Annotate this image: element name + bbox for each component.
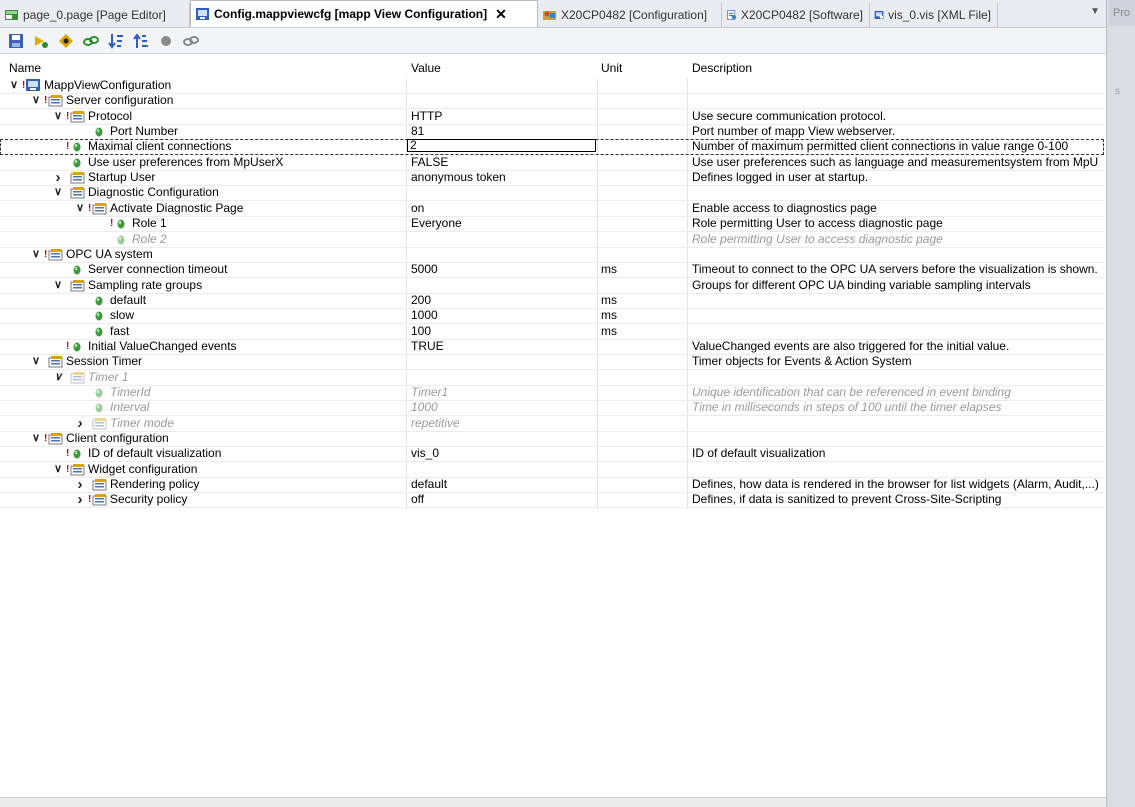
row-label: Interval xyxy=(110,400,150,415)
row-label: Port Number xyxy=(110,124,179,139)
row-label: Widget configuration xyxy=(88,461,198,476)
value-cell[interactable]: 100 xyxy=(411,323,432,338)
column-header-name[interactable]: Name xyxy=(9,61,42,75)
unit-cell: ms xyxy=(601,323,617,338)
description-cell xyxy=(692,324,1102,339)
value-cell[interactable] xyxy=(411,431,596,446)
description-cell: ID of default visualization xyxy=(692,446,826,461)
table-row[interactable] xyxy=(0,370,1104,386)
table-row[interactable] xyxy=(0,232,1104,248)
row-label: fast xyxy=(110,323,130,338)
unit-cell: ms xyxy=(601,308,617,323)
required-marker-icon: ! xyxy=(44,433,48,445)
value-cell[interactable]: 1000 xyxy=(411,400,438,415)
chevron-down-icon[interactable]: ∨ xyxy=(53,370,63,383)
editor-tab-bar xyxy=(0,0,1106,28)
folder-icon xyxy=(47,354,63,369)
chevron-down-icon[interactable]: ∨ xyxy=(31,94,41,107)
table-row[interactable] xyxy=(0,416,1104,432)
required-marker-icon: ! xyxy=(66,463,70,475)
description-cell: Enable access to diagnostics page xyxy=(692,200,877,215)
tab-xml-file[interactable] xyxy=(870,3,998,27)
required-marker-icon: ! xyxy=(66,110,70,122)
unit-cell: ms xyxy=(601,292,617,307)
folder-icon xyxy=(69,185,85,200)
folder-icon xyxy=(47,93,63,108)
mappview-config-icon xyxy=(25,78,41,93)
description-cell: Defines, if data is sanitized to prevent Cross-Site-Scripting xyxy=(692,492,1002,507)
description-cell: Role permitting User to access diagnostic page xyxy=(692,216,943,231)
required-marker-icon: ! xyxy=(44,95,48,107)
chevron-down-icon[interactable]: ∨ xyxy=(31,432,41,445)
grid-header xyxy=(0,60,1106,77)
chevron-down-icon[interactable]: ∨ xyxy=(53,462,63,475)
value-cell[interactable]: on xyxy=(411,200,425,215)
row-label: Initial ValueChanged events xyxy=(88,338,237,353)
property-leaf-icon xyxy=(91,385,107,400)
unit-cell xyxy=(601,232,686,247)
value-cell[interactable]: Everyone xyxy=(411,216,462,231)
property-leaf-icon xyxy=(91,124,107,139)
table-row[interactable] xyxy=(0,431,1104,447)
required-marker-icon: ! xyxy=(88,202,92,214)
chevron-right-icon[interactable]: › xyxy=(77,415,83,431)
link-remove-button[interactable] xyxy=(181,31,201,51)
name-cell xyxy=(0,339,404,354)
name-cell xyxy=(0,385,404,400)
row-label: Security policy xyxy=(110,492,188,507)
insert-icon xyxy=(32,32,50,50)
name-cell xyxy=(0,293,404,308)
name-cell xyxy=(0,124,404,139)
tab-software[interactable] xyxy=(722,3,870,27)
name-cell xyxy=(0,78,404,93)
mappview-config-icon xyxy=(195,7,210,21)
tab-label: X20CP0482 [Software] xyxy=(740,8,863,22)
value-cell[interactable]: Timer1 xyxy=(411,385,449,399)
required-marker-icon: ! xyxy=(44,248,48,260)
table-row[interactable] xyxy=(0,262,1104,278)
name-cell xyxy=(0,155,404,170)
description-cell: Port number of mapp View webserver. xyxy=(692,124,896,139)
column-header-description[interactable]: Description xyxy=(692,61,753,75)
table-row[interactable] xyxy=(0,201,1104,217)
table-row[interactable] xyxy=(0,339,1104,355)
tab-overflow-dropdown[interactable]: ▼ xyxy=(1090,6,1100,17)
value-cell[interactable]: 200 xyxy=(411,292,432,307)
table-row[interactable] xyxy=(0,477,1104,493)
name-cell xyxy=(0,492,404,507)
table-row[interactable] xyxy=(0,278,1104,294)
row-label: Timer mode xyxy=(110,415,174,430)
folder-icon xyxy=(69,170,85,185)
folder-icon xyxy=(91,492,107,507)
description-cell: Number of maximum permitted client connections in value range 0-100 xyxy=(692,139,1069,154)
diamond-button[interactable] xyxy=(56,31,76,51)
value-cell[interactable]: default xyxy=(411,477,448,492)
unit-cell xyxy=(601,201,686,216)
description-cell: Unique identification that can be referenced in event binding xyxy=(692,385,1011,399)
unit-cell xyxy=(601,370,686,385)
name-cell xyxy=(0,416,404,431)
name-cell xyxy=(0,324,404,339)
name-cell xyxy=(0,354,404,369)
unit-cell xyxy=(601,492,686,507)
right-panel-marker: s xyxy=(1115,86,1120,97)
name-cell xyxy=(0,446,404,461)
property-leaf-icon xyxy=(69,139,85,154)
description-cell: Timeout to connect to the OPC UA servers before the visualization is shown. xyxy=(692,262,1098,277)
row-label: TimerId xyxy=(110,385,151,399)
row-label: Role 2 xyxy=(132,231,167,246)
property-leaf-icon xyxy=(69,339,85,354)
sort-ascending-button[interactable] xyxy=(131,31,151,51)
unit-cell xyxy=(601,247,686,262)
tab-mappview-configuration[interactable] xyxy=(190,0,538,27)
folder-icon xyxy=(69,109,85,124)
unit-cell xyxy=(601,170,686,185)
description-cell: Defines logged in user at startup. xyxy=(692,170,869,185)
unit-cell xyxy=(601,462,686,477)
circle-button[interactable] xyxy=(156,31,176,51)
value-cell[interactable]: repetitive xyxy=(411,415,460,430)
name-cell xyxy=(0,308,404,323)
chevron-right-icon[interactable]: › xyxy=(55,170,61,186)
value-cell[interactable] xyxy=(411,232,596,247)
chevron-down-icon[interactable]: ∨ xyxy=(53,186,63,199)
description-cell xyxy=(692,93,1102,108)
required-marker-icon: ! xyxy=(66,448,70,460)
editor-toolbar xyxy=(0,28,1106,54)
unit-cell xyxy=(601,185,686,200)
table-row[interactable] xyxy=(0,109,1104,125)
unit-cell xyxy=(601,477,686,492)
unit-cell xyxy=(601,431,686,446)
xml-file-icon xyxy=(874,8,884,22)
link-button[interactable] xyxy=(81,31,101,51)
property-leaf-icon xyxy=(69,155,85,170)
table-row[interactable] xyxy=(0,462,1104,478)
value-cell[interactable]: HTTP xyxy=(411,108,443,123)
close-icon[interactable]: ✕ xyxy=(495,5,507,22)
value-cell[interactable] xyxy=(411,370,596,385)
row-label: Use user preferences from MpUserX xyxy=(88,154,284,169)
description-cell: Timer objects for Events & Action System xyxy=(692,354,912,369)
property-leaf-icon xyxy=(113,216,129,231)
table-row[interactable] xyxy=(0,247,1104,263)
sort-descending-button[interactable] xyxy=(106,31,126,51)
name-cell xyxy=(0,431,404,446)
link-remove-icon xyxy=(182,32,200,50)
tab-label: Config.mappviewcfg [mapp View Configuration] xyxy=(214,7,488,21)
row-label: Protocol xyxy=(88,108,133,123)
description-cell xyxy=(692,462,1102,477)
chevron-down-icon[interactable]: ∨ xyxy=(31,355,41,368)
table-row[interactable] xyxy=(0,124,1104,140)
row-label: Rendering policy xyxy=(110,477,200,492)
table-row[interactable] xyxy=(0,385,1104,401)
value-cell[interactable] xyxy=(411,462,596,477)
property-leaf-icon xyxy=(91,308,107,323)
folder-icon xyxy=(91,477,107,492)
table-row[interactable] xyxy=(0,185,1104,201)
row-label: Server connection timeout xyxy=(88,262,228,277)
diamond-icon xyxy=(57,32,75,50)
name-cell xyxy=(0,247,404,262)
required-marker-icon: ! xyxy=(88,494,92,506)
column-header-value[interactable]: Value xyxy=(411,61,441,75)
description-cell: Use secure communication protocol. xyxy=(692,108,887,123)
tab-label: vis_0.vis [XML File] xyxy=(888,8,991,22)
table-row[interactable] xyxy=(0,400,1104,416)
sort-descending-icon xyxy=(107,32,125,50)
row-label: Role 1 xyxy=(132,216,167,231)
value-cell[interactable]: FALSE xyxy=(411,154,449,169)
software-icon xyxy=(726,8,737,22)
tab-page-editor[interactable] xyxy=(0,3,190,27)
row-label: default xyxy=(110,292,147,307)
unit-cell xyxy=(601,400,686,415)
value-cell[interactable]: vis_0 xyxy=(411,446,440,461)
description-cell: Use user preferences such as language and measurementsystem from MpU xyxy=(692,154,1099,169)
name-cell xyxy=(0,185,404,200)
unit-cell xyxy=(601,385,686,400)
chevron-right-icon[interactable]: › xyxy=(77,477,83,493)
folder-icon xyxy=(69,278,85,293)
tab-label: page_0.page [Page Editor] xyxy=(23,8,166,22)
property-leaf-icon xyxy=(91,324,107,339)
row-label: Session Timer xyxy=(66,354,143,369)
table-row[interactable] xyxy=(0,93,1104,109)
unit-cell xyxy=(601,139,686,154)
property-leaf-icon xyxy=(113,232,129,247)
name-cell xyxy=(0,93,404,108)
required-marker-icon: ! xyxy=(66,340,70,352)
value-cell[interactable] xyxy=(411,247,596,262)
right-dock-panel xyxy=(1106,0,1135,807)
description-cell: ValueChanged events are also triggered for the initial value. xyxy=(692,338,1010,353)
save-button[interactable] xyxy=(6,31,26,51)
value-cell[interactable] xyxy=(411,354,596,369)
right-panel-tab[interactable]: Pro xyxy=(1109,0,1135,26)
description-cell xyxy=(692,308,1102,323)
row-label: Startup User xyxy=(88,170,156,185)
table-row[interactable] xyxy=(0,139,1104,155)
insert-button[interactable] xyxy=(31,31,51,51)
row-label: Sampling rate groups xyxy=(88,277,203,292)
description-cell: Time in milliseconds in steps of 100 until the timer elapses xyxy=(692,400,1002,415)
value-cell[interactable] xyxy=(411,278,596,293)
description-cell: Groups for different OPC UA binding variable sampling intervals xyxy=(692,277,1031,292)
chevron-down-icon[interactable]: ∨ xyxy=(31,247,41,260)
value-cell[interactable]: off xyxy=(411,492,425,507)
table-row[interactable] xyxy=(0,492,1104,508)
name-cell xyxy=(0,262,404,277)
description-cell xyxy=(692,370,1102,385)
table-row[interactable] xyxy=(0,216,1104,232)
table-row[interactable] xyxy=(0,308,1104,324)
page-editor-icon xyxy=(4,8,19,22)
value-cell[interactable]: 81 xyxy=(411,124,425,139)
link-icon xyxy=(82,32,100,50)
property-leaf-icon xyxy=(91,293,107,308)
unit-cell xyxy=(601,93,686,108)
table-row[interactable] xyxy=(0,324,1104,340)
name-cell xyxy=(0,216,404,231)
row-label: Maximal client connections xyxy=(88,139,232,154)
required-marker-icon: ! xyxy=(22,80,26,91)
row-label: MappViewConfiguration xyxy=(44,78,172,92)
description-cell: Role permitting User to access diagnostic page xyxy=(692,231,943,246)
folder-icon xyxy=(91,416,107,431)
tab-configuration[interactable] xyxy=(538,3,722,27)
name-cell xyxy=(0,232,404,247)
description-cell xyxy=(692,185,1102,200)
sort-ascending-icon xyxy=(132,32,150,50)
folder-icon xyxy=(47,431,63,446)
unit-cell xyxy=(601,446,686,461)
column-header-unit[interactable]: Unit xyxy=(601,61,623,75)
unit-cell xyxy=(601,416,686,431)
description-cell xyxy=(692,293,1102,308)
required-marker-icon: ! xyxy=(66,141,70,153)
name-cell xyxy=(0,477,404,492)
unit-cell: ms xyxy=(601,262,617,277)
name-cell xyxy=(0,201,404,216)
value-cell[interactable]: 5000 xyxy=(411,262,438,277)
description-cell xyxy=(692,416,1102,431)
table-row[interactable] xyxy=(0,446,1104,462)
horizontal-scrollbar[interactable] xyxy=(0,797,1106,807)
name-cell xyxy=(0,139,404,154)
description-cell xyxy=(692,78,1102,93)
name-cell xyxy=(0,109,404,124)
table-row[interactable] xyxy=(0,293,1104,309)
description-cell xyxy=(692,247,1102,262)
value-cell[interactable]: TRUE xyxy=(411,338,444,353)
description-cell: Defines, how data is rendered in the browser for list widgets (Alarm, Audit,...) xyxy=(692,477,1099,492)
save-icon xyxy=(7,32,25,50)
required-marker-icon: ! xyxy=(110,218,114,230)
value-cell[interactable]: 1000 xyxy=(411,308,438,323)
value-cell[interactable] xyxy=(411,93,596,108)
chevron-down-icon[interactable]: ∨ xyxy=(53,278,63,291)
name-cell xyxy=(0,400,404,415)
unit-cell xyxy=(601,216,686,231)
folder-icon xyxy=(69,462,85,477)
circle-icon xyxy=(157,32,175,50)
value-cell[interactable] xyxy=(411,78,596,93)
unit-cell xyxy=(601,109,686,124)
row-label: slow xyxy=(110,308,135,323)
property-leaf-icon xyxy=(69,262,85,277)
chevron-down-icon[interactable]: ∨ xyxy=(9,79,19,91)
name-cell xyxy=(0,170,404,185)
name-cell xyxy=(0,462,404,477)
property-leaf-icon xyxy=(69,446,85,461)
folder-icon xyxy=(47,247,63,262)
table-row[interactable] xyxy=(0,155,1104,171)
unit-cell xyxy=(601,124,686,139)
table-row[interactable] xyxy=(0,354,1104,370)
unit-cell xyxy=(601,354,686,369)
row-label: Timer 1 xyxy=(88,369,129,384)
unit-cell xyxy=(601,78,686,93)
configuration-icon xyxy=(542,8,557,22)
row-label: ID of default visualization xyxy=(88,446,222,461)
chevron-down-icon[interactable]: ∨ xyxy=(75,201,85,214)
row-label: OPC UA system xyxy=(66,246,153,261)
folder-icon xyxy=(91,201,107,216)
name-cell xyxy=(0,370,404,385)
description-cell xyxy=(692,431,1102,446)
table-row[interactable] xyxy=(0,170,1104,186)
value-edit-input[interactable]: 2 xyxy=(407,139,596,152)
folder-icon xyxy=(69,370,85,385)
tab-label: X20CP0482 [Configuration] xyxy=(561,8,708,22)
property-leaf-icon xyxy=(91,400,107,415)
value-cell[interactable] xyxy=(411,185,596,200)
unit-cell xyxy=(601,278,686,293)
row-label: Server configuration xyxy=(66,93,174,108)
name-cell xyxy=(0,278,404,293)
table-row[interactable] xyxy=(0,78,1104,94)
unit-cell xyxy=(601,155,686,170)
row-label: Diagnostic Configuration xyxy=(88,185,219,200)
value-cell[interactable]: anonymous token xyxy=(411,170,506,185)
unit-cell xyxy=(601,339,686,354)
chevron-down-icon[interactable]: ∨ xyxy=(53,109,63,122)
row-label: Activate Diagnostic Page xyxy=(110,200,244,215)
row-label: Client configuration xyxy=(66,431,169,446)
chevron-right-icon[interactable]: › xyxy=(77,492,83,508)
